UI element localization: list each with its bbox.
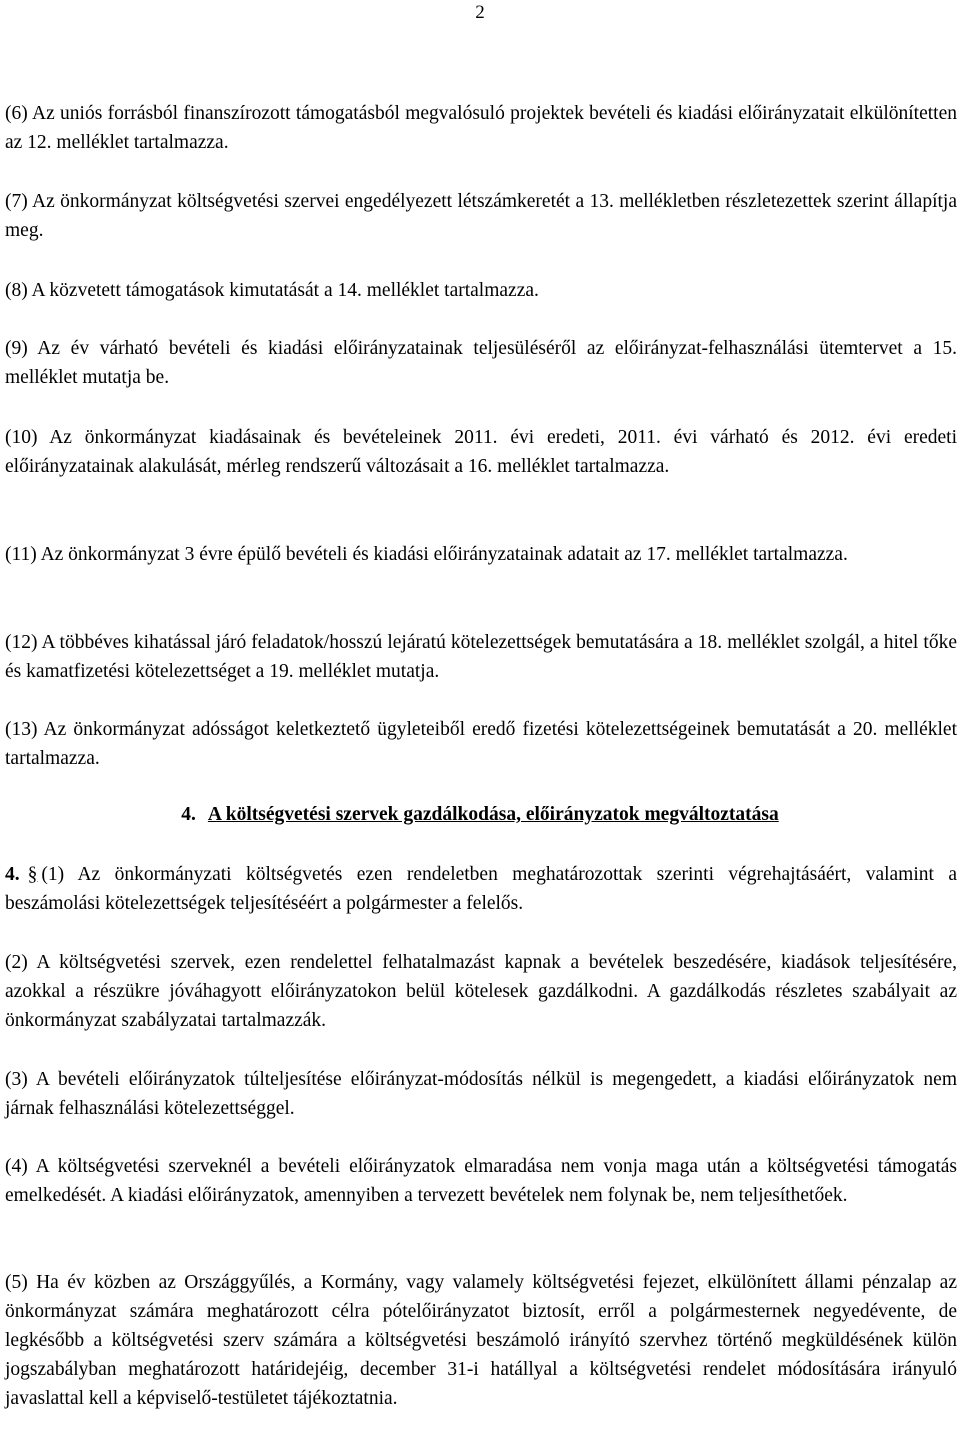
section-4-paragraph-2: (2) A költségvetési szervek, ezen rendelettel felhatalmazást kapnak a bevételek beszedésére, kiadások teljesítésére, azokkal a részükre jóváhagyott előirányzatokon belül kötelesek gazdálkodni. A gazdálkodás részletes szabályait az önkormányzat szabályzatai tartalmazzák. <box>5 952 957 1031</box>
paragraph-7: (7) Az önkormányzat költségvetési szervei engedélyezett létszámkeretét a 13. mellékletben részletezettek szerint állapítja meg. <box>5 191 957 241</box>
paragraph-9: (9) Az év várható bevételi és kiadási előirányzatainak teljesüléséről az előirányzat-felhasználási ütemtervet a 15. melléklet mutatja be. <box>5 338 957 388</box>
section-4-paragraph-5: (5) Ha év közben az Országgyűlés, a Kormány, vagy valamely költségvetési fejezet, elkülönített állami pénzalap az önkormányzat számára meghatározott célra pótelőirányzatot biztosít, erről a polgármesternek negyedévente, de legkésőbb a költségvetési szerv számára a költségvetési beszámoló irányító szervhez történő megküldésének külön jogszabályban meghatározott határidejéig, december 31-i hatállyal a költségvetési rendelet módosítására irányuló javaslattal kell a képviselő-testületet tájékoztatnia. <box>5 1272 957 1409</box>
paragraph-12: (12) A többéves kihatással járó feladatok/hosszú lejáratú kötelezettségek bemutatására a 18. melléklet szolgál, a hitel tőke és kamatfizetési kötelezettséget a 19. melléklet mutatja. <box>5 632 957 682</box>
page-number: 2 <box>475 2 485 23</box>
paragraph-10: (10) Az önkormányzat kiadásainak és bevételeinek 2011. évi eredeti, 2011. évi várható és 2012. évi eredeti előirányzatainak alakulását, mérleg rendszerű változásait a 16. melléklet tartalmazza. <box>5 427 957 477</box>
paragraph-8: (8) A közvetett támogatások kimutatását a 14. melléklet tartalmazza. <box>5 280 539 301</box>
section-4-paragraph-1-text: (1) Az önkormányzati költségvetés ezen rendeletben meghatározottak szerinti végrehajtásáért, valamint a beszámolási kötelezettségek teljesítéséért a polgármester a felelős. <box>5 864 957 914</box>
chapter-title: A költségvetési szervek gazdálkodása, előirányzatok megváltoztatása <box>207 804 779 825</box>
chapter-number: 4. <box>181 804 196 825</box>
chapter-heading <box>0 801 960 829</box>
section-number: 4. <box>5 864 20 885</box>
section-sign: § <box>27 864 38 885</box>
paragraph-13: (13) Az önkormányzat adósságot keletkeztető ügyleteiből eredő fizetési kötelezettségeinek bemutatását a 20. melléklet tartalmazza. <box>5 719 957 769</box>
section-4-paragraph-3: (3) A bevételi előirányzatok túlteljesítése előirányzat-módosítás nélkül is megengedett, a kiadási előirányzatok nem járnak felhasználási kötelezettséggel. <box>5 1069 957 1119</box>
section-4-paragraph-4: (4) A költségvetési szerveknél a bevételi előirányzatok elmaradása nem vonja maga után a költségvetési támogatás emelkedését. A kiadási előirányzatok, amennyiben a tervezett bevételek nem folynak be, nem teljesíthetőek. <box>5 1156 957 1206</box>
paragraph-11: (11) Az önkormányzat 3 évre épülő bevételi és kiadási előirányzatainak adatait az 17. melléklet tartalmazza. <box>5 544 848 565</box>
paragraph-6: (6) Az uniós forrásból finanszírozott támogatásból megvalósuló projektek bevételi és kiadási előirányzatait elkülönítetten az 12. melléklet tartalmazza. <box>5 103 957 153</box>
section-4-paragraph-1 <box>5 860 957 918</box>
